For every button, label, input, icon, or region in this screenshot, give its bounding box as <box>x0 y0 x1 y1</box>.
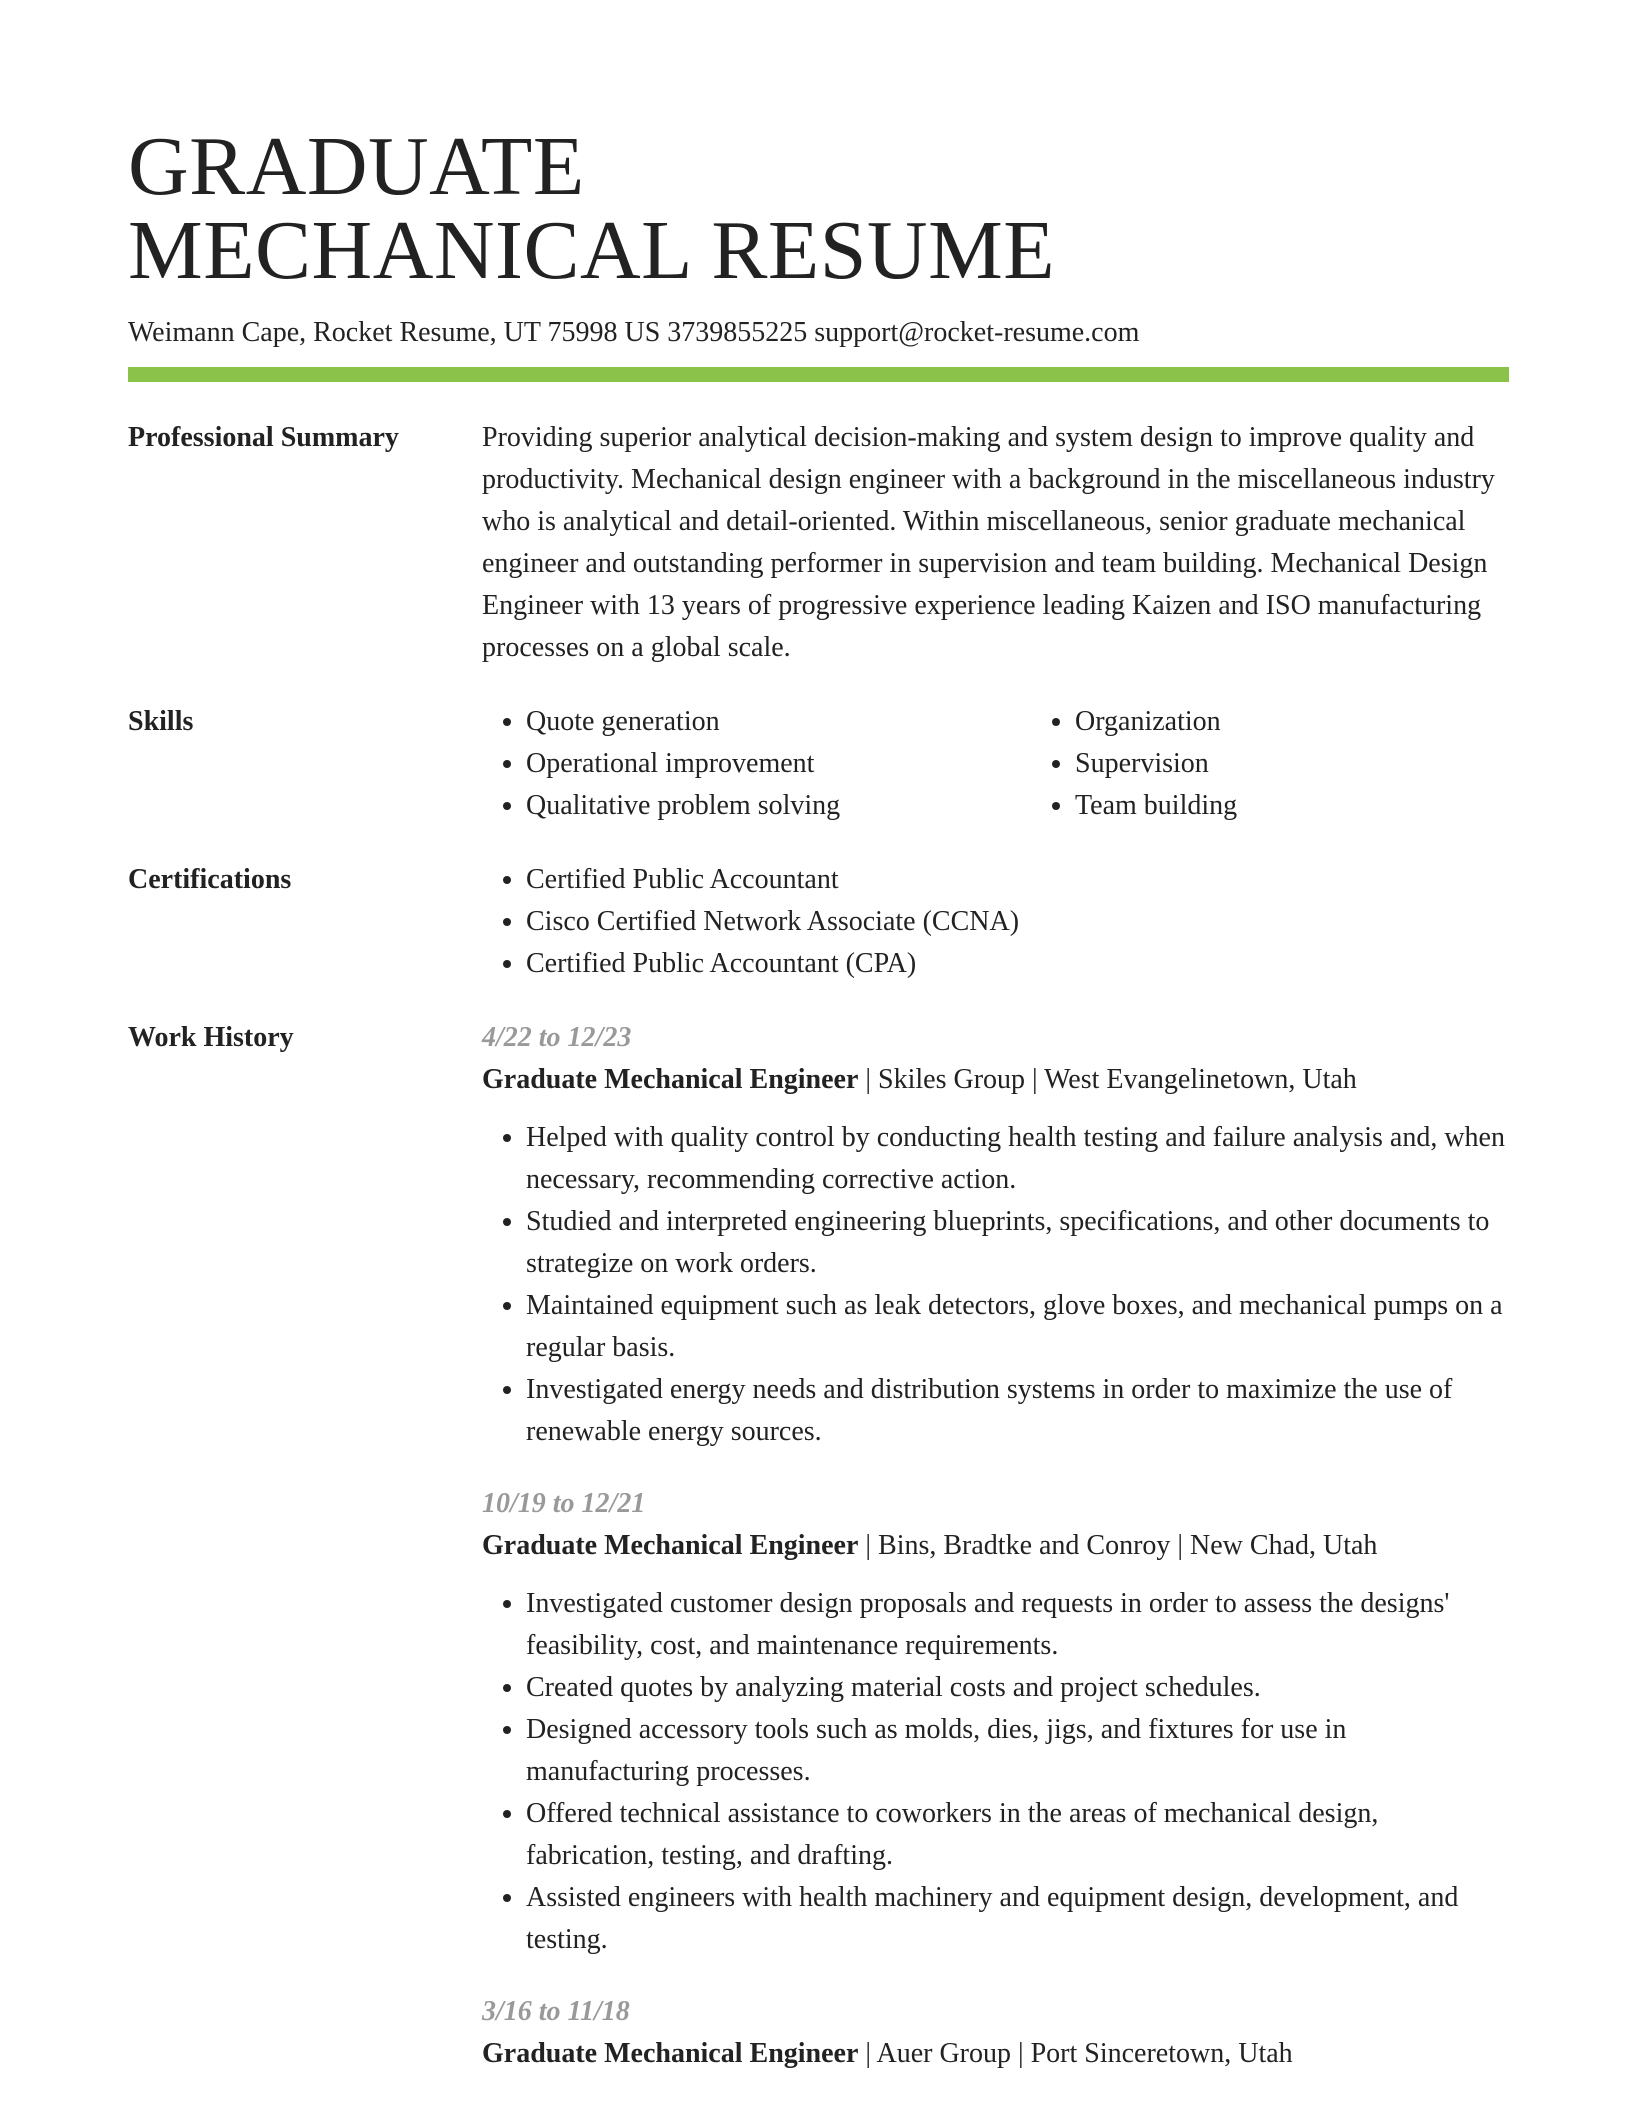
skill-item: • Quote generation <box>526 701 1031 743</box>
job-title: Graduate Mechanical Engineer <box>482 1530 859 1561</box>
summary-text: Providing superior analytical decision-making and system design to improve quality and productivity. Mechanical design engineer with a background in the miscellaneous industry who is analytical and detail-oriented. Within miscellaneous, senior graduate mechanical engineer and outstanding performer in supervision and team building. Mechanical Design Engineer with 13 years of progressive experience leading Kaizen and ISO manufacturing processes on a global scale. <box>482 422 1495 663</box>
job-dates: 3/16 to 11/18 <box>482 1996 630 2027</box>
job-entry <box>482 1991 1509 2075</box>
skill-item: • Qualitative problem solving <box>526 785 1031 827</box>
job-heading <box>482 1059 1509 1101</box>
job-dates: 10/19 to 12/21 <box>482 1488 646 1519</box>
skills-column-1 <box>482 701 1031 827</box>
job-title: Graduate Mechanical Engineer <box>482 2038 859 2069</box>
job-bullets <box>482 1117 1509 1453</box>
job-bullet: • Investigated customer design proposals and requests in order to assess the designs' feasibility, cost, and maintenance requirements. <box>526 1583 1509 1667</box>
summary-label: Professional Summary <box>128 422 399 453</box>
resume-page <box>128 0 1509 2105</box>
skills-column-2 <box>1031 701 1580 827</box>
skill-item: • Organization <box>1075 701 1580 743</box>
certifications-section <box>128 859 1509 985</box>
job-heading <box>482 1525 1509 1567</box>
skills-section <box>128 701 1509 827</box>
job-details: | Bins, Bradtke and Conroy | New Chad, Utah <box>858 1530 1378 1561</box>
skill-item: • Operational improvement <box>526 743 1031 785</box>
certifications-label: Certifications <box>128 864 292 895</box>
work-history-label: Work History <box>128 1022 294 1053</box>
job-bullet: • Assisted engineers with health machinery and equipment design, development, and testing. <box>526 1877 1509 1961</box>
job-bullet: • Designed accessory tools such as molds, dies, jigs, and fixtures for use in manufacturing processes. <box>526 1709 1509 1793</box>
skills-body <box>482 701 1580 827</box>
summary-section <box>128 417 1509 669</box>
certification-item: • Certified Public Accountant (CPA) <box>526 943 1509 985</box>
job-bullet: • Helped with quality control by conducting health testing and failure analysis and, when necessary, recommending corrective action. <box>526 1117 1509 1201</box>
accent-divider <box>128 367 1509 382</box>
job-bullets <box>482 1583 1509 1961</box>
job-entry <box>482 1017 1509 1453</box>
job-bullet: • Maintained equipment such as leak detectors, glove boxes, and mechanical pumps on a regular basis. <box>526 1285 1509 1369</box>
work-history-section <box>128 1017 1509 2105</box>
skill-item: • Supervision <box>1075 743 1580 785</box>
job-title: Graduate Mechanical Engineer <box>482 1064 859 1095</box>
job-bullet: • Offered technical assistance to coworkers in the areas of mechanical design, fabrication, testing, and drafting. <box>526 1793 1509 1877</box>
title-line-1: GRADUATE <box>128 120 585 213</box>
certifications-body <box>482 859 1509 985</box>
job-entry <box>482 1483 1509 1961</box>
title-line-2: MECHANICAL RESUME <box>128 204 1056 297</box>
job-dates: 4/22 to 12/23 <box>482 1022 632 1053</box>
job-details: | Skiles Group | West Evangelinetown, Utah <box>858 1064 1357 1095</box>
certification-item: • Certified Public Accountant <box>526 859 1509 901</box>
job-bullet: • Studied and interpreted engineering blueprints, specifications, and other documents to strategize on work orders. <box>526 1201 1509 1285</box>
job-bullet: • Created quotes by analyzing material costs and project schedules. <box>526 1667 1509 1709</box>
job-heading <box>482 2033 1509 2075</box>
job-details: | Auer Group | Port Sinceretown, Utah <box>858 2038 1293 2069</box>
resume-title <box>128 0 1509 297</box>
work-history-body <box>482 1017 1509 2105</box>
certification-item: • Cisco Certified Network Associate (CCNA) <box>526 901 1509 943</box>
contact-info: Weimann Cape, Rocket Resume, UT 75998 US 3739855225 support@rocket-resume.com <box>128 317 1140 348</box>
job-bullet: • Investigated energy needs and distribution systems in order to maximize the use of renewable energy sources. <box>526 1369 1509 1453</box>
certifications-list <box>482 859 1509 985</box>
skill-item: • Team building <box>1075 785 1580 827</box>
skills-label: Skills <box>128 706 194 737</box>
